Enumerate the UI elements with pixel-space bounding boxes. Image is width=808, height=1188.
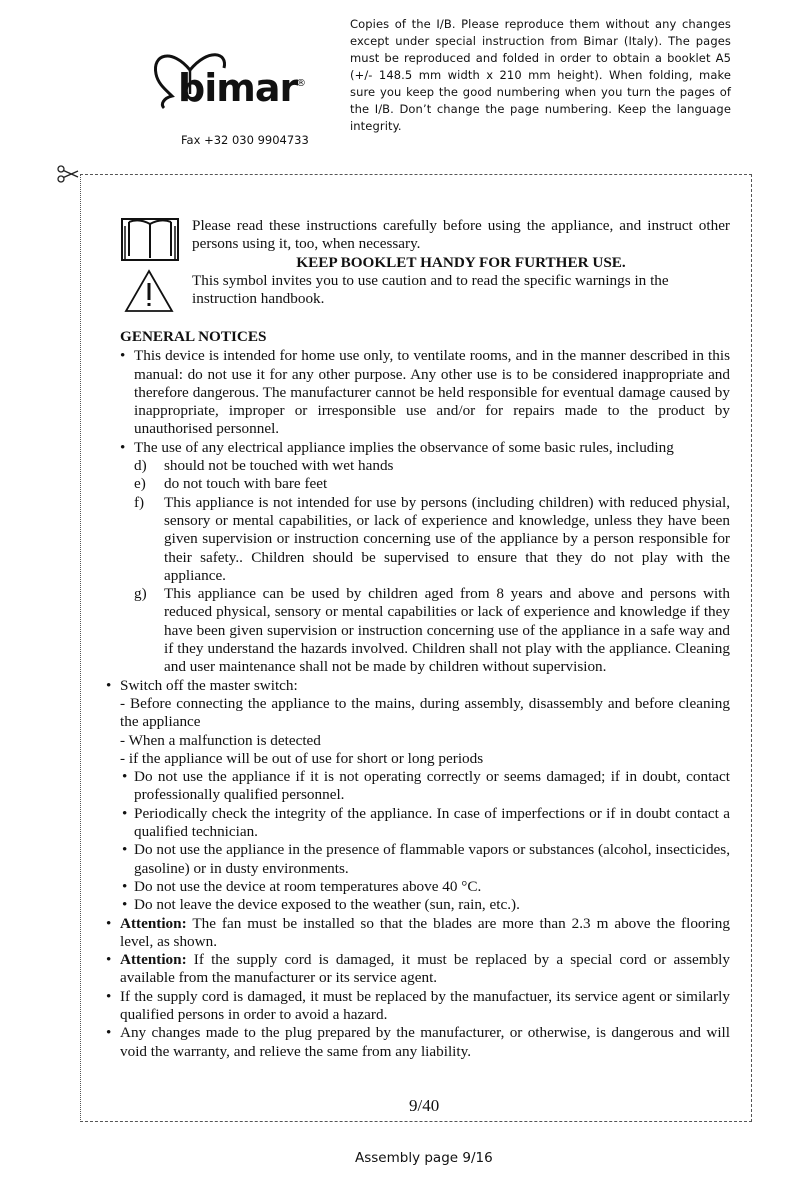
switch-line: - Before connecting the appliance to the mains, during assembly, disassembly and before cleaning the appliance [120,694,730,731]
list-item: • Do not use the device at room temperatures above 40 °C. [122,877,482,895]
list-item: • Do not use the appliance in the presence of flammable vapors or substances (alcohol, insecticides, gasoline) or in dusty environments. [122,841,730,877]
book-icon [121,216,179,262]
general-notices [106,328,730,1061]
warning-triangle-icon [124,269,174,313]
bimar-logo [150,44,310,110]
read-instructions-text: Please read these instructions carefully before using the appliance, and instruct other persons using it, too, when necessary. [192,217,730,253]
copies-note: Copies of the I/B. Please reproduce them without any changes except under special instruction from Bimar (Italy). The pages must be reproduced and folded in order to obtain a booklet A5 (+/- 148.5 mm width x 210 mm height). When folding, make sure you keep the good numbering when you turn the pages of the I/B. Don’t change the page numbering. Keep the language integrity. [350,17,731,133]
list-item: • Attention: If the supply cord is damaged, it must be replaced by a special cord or assembly available from the manufacturer or its service agent. [106,951,730,987]
fax-number: Fax +32 030 9904733 [181,133,309,147]
scissors-icon [57,165,79,183]
list-item: • If the supply cord is damaged, it must be replaced by the manufactuer, its service agent or similarly qualified persons in order to avoid a hazard. [106,987,730,1023]
list-item: • Any changes made to the plug prepared by the manufacturer, or otherwise, is dangerous and will void the warranty, and relieve the same from any liability. [106,1024,730,1060]
registered-mark: ® [296,78,306,89]
sub-item: d) should not be touched with wet hands [134,457,394,475]
intro-section [192,217,730,308]
sub-item: f) This appliance is not intended for use by persons (including children) with reduced physial, sensory or mental capabilities, or lack of experience and knowledge, unless they have been given supervision or instruction concerning use of the appliance by a person responsible for their safety.. Children should be supervised to ensure that they do not play with the appliance. [134,493,730,584]
sub-item: e) do not touch with bare feet [134,475,328,493]
list-item: • The use of any electrical appliance implies the observance of some basic rules, including [120,438,674,456]
list-item: • This device is intended for home use only, to ventilate rooms, and in the manner described in this manual: do not use it for any other purpose. Any other use is to be considered inappropriate and therefore dangerous. The manufacturer cannot be held responsible for eventual damage caused by inappropriate, improper or irresponsible use and/or for repairs made to the product by unauthorised personnel. [120,347,730,438]
sub-item: g) This appliance can be used by children aged from 8 years and above and persons with reduced physical, sensory or mental capabilities or lack of experience and knowledge if they have been given supervision or instruction concerning use of the appliance in a safe way and if they understand the hazards involved. Children shall not play with the appliance. Cleaning and user maintenance shall not be made by children without supervision. [134,585,730,676]
brand-name: bimar [178,66,298,110]
list-item: • Attention: The fan must be installed so that the blades are more than 2.3 m above the flooring level, as shown. [106,914,730,950]
list-item: • Do not use the appliance if it is not operating correctly or seems damaged; if in doubt, contact professionally qualified personnel. [122,768,730,804]
switch-line: - When a malfunction is detected [120,731,321,749]
list-item: • Do not leave the device exposed to the weather (sun, rain, etc.). [122,896,520,914]
list-item: • Periodically check the integrity of the appliance. In case of imperfections or if in doubt contact a qualified technician. [122,804,730,841]
page-number: 9/40 [409,1096,440,1115]
symbol-explanation: This symbol invites you to use caution and to read the specific warnings in the instruction handbook. [192,271,669,308]
assembly-page: Assembly page 9/16 [355,1150,493,1166]
list-item: • Switch off the master switch: [106,676,298,694]
switch-line: - if the appliance will be out of use for short or long periods [120,749,484,767]
notices-heading: GENERAL NOTICES [120,328,267,345]
keep-booklet-text: KEEP BOOKLET HANDY FOR FURTHER USE. [296,253,626,271]
